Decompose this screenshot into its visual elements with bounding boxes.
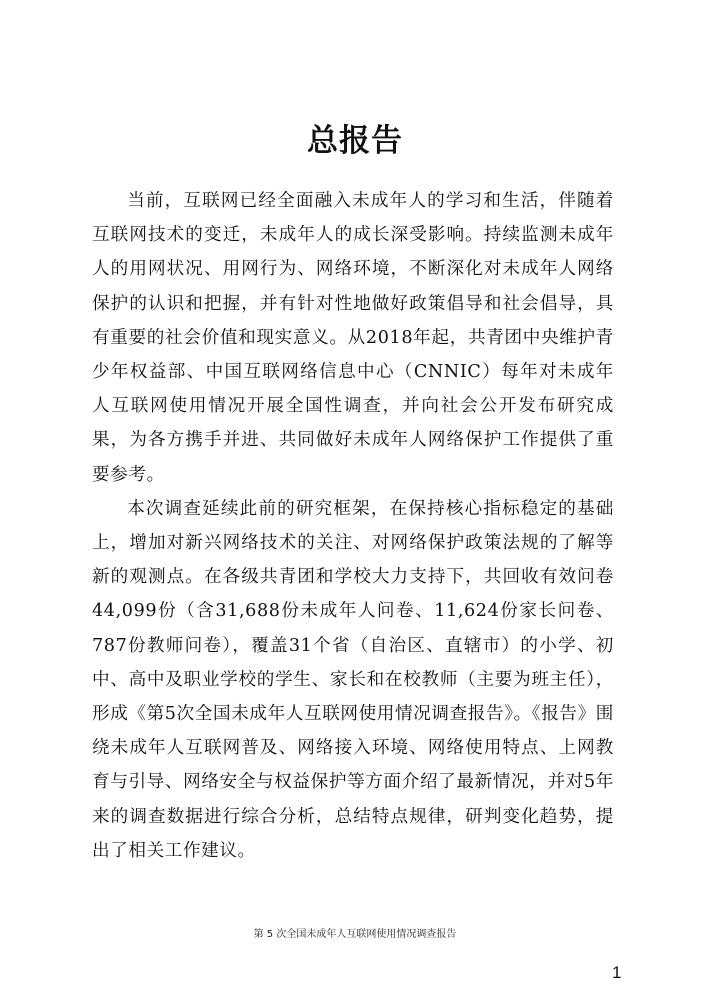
body-text — [92, 184, 614, 868]
page-title: 总报告 — [307, 122, 403, 159]
page-number: 1 — [612, 963, 622, 982]
paragraph-intro: 当前，互联网已经全面融入未成年人的学习和生活，伴随着互联网技术的变迁，未成年人的成长深受影响。持续监测未成年人的用网状况、用网行为、网络环境，不断深化对未成年人网络保护的认识和把握，并有针对性地做好政策倡导和社会倡导，具有重要的社会价值和现实意义。从2018年起，共青团中央维护青少年权益部、中国互联网络信息中心（CNNIC）每年对未成年人互联网使用情况开展全国性调查，并向社会公开发布研究成果，为各方携手并进、共同做好未成年人网络保护工作提供了重要参考。 — [92, 191, 614, 485]
paragraph-survey: 本次调查延续此前的研究框架，在保持核心指标稳定的基础上，增加对新兴网络技术的关注、对网络保护政策法规的了解等新的观测点。在各级共青团和学校大力支持下，共回收有效问卷44,099份（含31,688份未成年人问卷、11,624份家长问卷、787份教师问卷），覆盖31个省（自治区、直辖市）的小学、初中、高中及职业学校的学生、家长和在校教师（主要为班主任），形成《第5次全国未成年人互联网使用情况调查报告》。《报告》围绕未成年人互联网普及、网络接入环境、网络使用特点、上网教育与引导、网络安全与权益保护等方面介绍了最新情况，并对5年来的调查数据进行综合分析，总结特点规律，研判变化趋势，提出了相关工作建议。 — [92, 498, 614, 861]
footer-report-title: 第 5 次全国未成年人互联网使用情况调查报告 — [253, 929, 457, 940]
